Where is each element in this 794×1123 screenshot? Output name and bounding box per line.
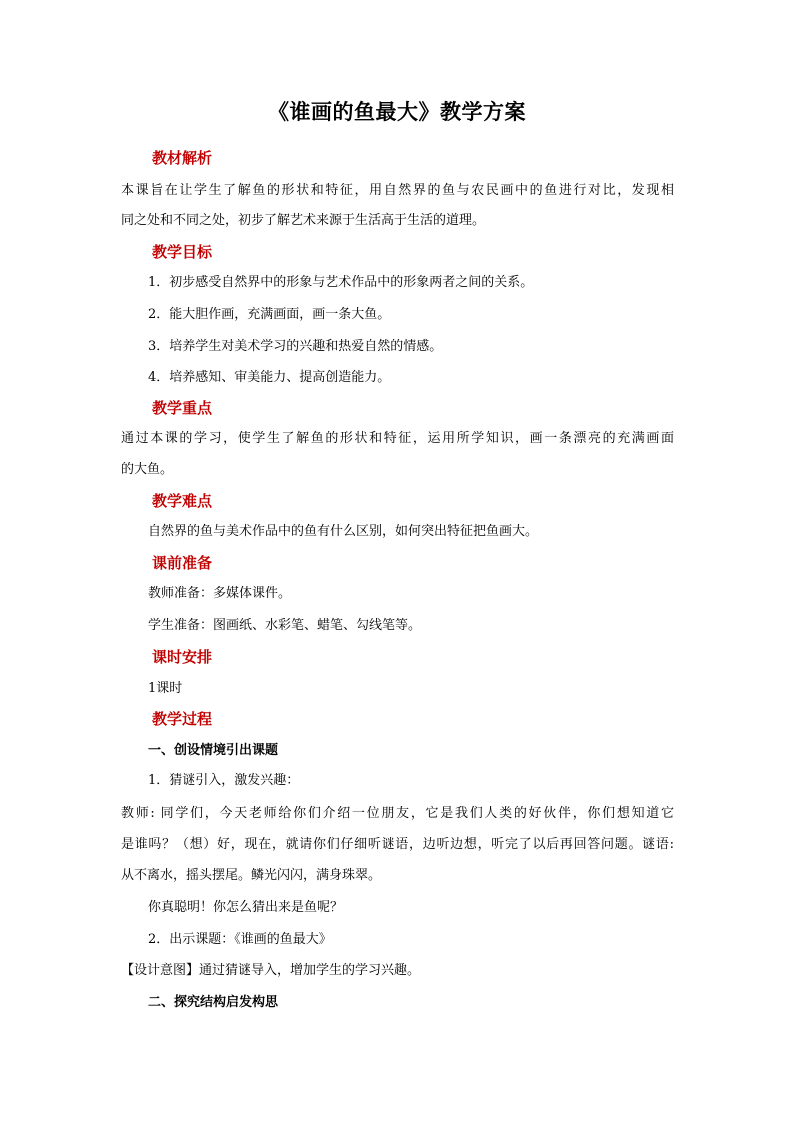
praise-line: 你真聪明！你怎么猜出来是鱼呢？ [148,900,344,915]
goal-item-2: 2．能大胆作画，充满画面，画一条大鱼。 [148,307,391,322]
goal-item-1: 1．初步感受自然界中的形象与艺术作品中的形象两者之间的关系。 [148,275,534,290]
preparation-teacher: 教师准备：多媒体课件。 [148,586,292,601]
dialog-line-3: 从不离水，摇头摆尾。鳞光闪闪，满身珠翠。 [121,868,382,883]
heading-key-points: 教学重点 [152,399,213,417]
heading-process: 教学过程 [152,710,213,728]
heading-difficulties: 教学难点 [152,492,213,510]
process-part2-heading: 二、探究结构启发构思 [148,995,279,1010]
heading-analysis: 教材解析 [152,149,213,167]
heading-preparation: 课前准备 [152,554,213,572]
difficulties-line-1: 自然界的鱼与美术作品中的鱼有什么区别，如何突出特征把鱼画大。 [148,524,539,539]
analysis-line-1: 本课旨在让学生了解鱼的形状和特征，用自然界的鱼与农民画中的鱼进行对比，发现相 [121,183,674,198]
process-step-1: 1．猜谜引入，激发兴趣： [148,773,300,788]
process-step-2: 2．出示课题：《谁画的鱼最大》 [148,932,332,947]
process-part1-heading: 一、创设情境引出课题 [148,743,279,758]
key-points-line-2: 的大鱼。 [121,462,174,477]
design-intent: 【设计意图】通过猜谜导入，增加学生的学习兴趣。 [121,963,421,978]
goal-item-3: 3．培养学生对美术学习的兴趣和热爱自然的情感。 [148,339,443,354]
preparation-student: 学生准备：图画纸、水彩笔、蜡笔、勾线笔等。 [148,618,422,633]
schedule-value: 1课时 [148,681,183,696]
heading-schedule: 课时安排 [152,648,213,666]
dialog-line-1: 教师: 同学们，今天老师给你们介绍一位朋友，它是我们人类的好伙伴，你们想知道它 [121,806,674,821]
key-points-line-1: 通过本课的学习，使学生了解鱼的形状和特征，运用所学知识，画一条漂亮的充满画面 [121,431,674,446]
analysis-line-2: 同之处和不同之处，初步了解艺术来源于生活高于生活的道理。 [121,213,486,228]
goal-item-4: 4．培养感知、审美能力、提高创造能力。 [148,370,391,385]
heading-goals: 教学目标 [152,243,213,261]
document-title: 《谁画的鱼最大》教学方案 [268,99,526,124]
dialog-line-2: 是谁吗？（想）好，现在，就请你们仔细听谜语，边听边想，听完了以后再回答问题。谜语: [121,837,674,852]
